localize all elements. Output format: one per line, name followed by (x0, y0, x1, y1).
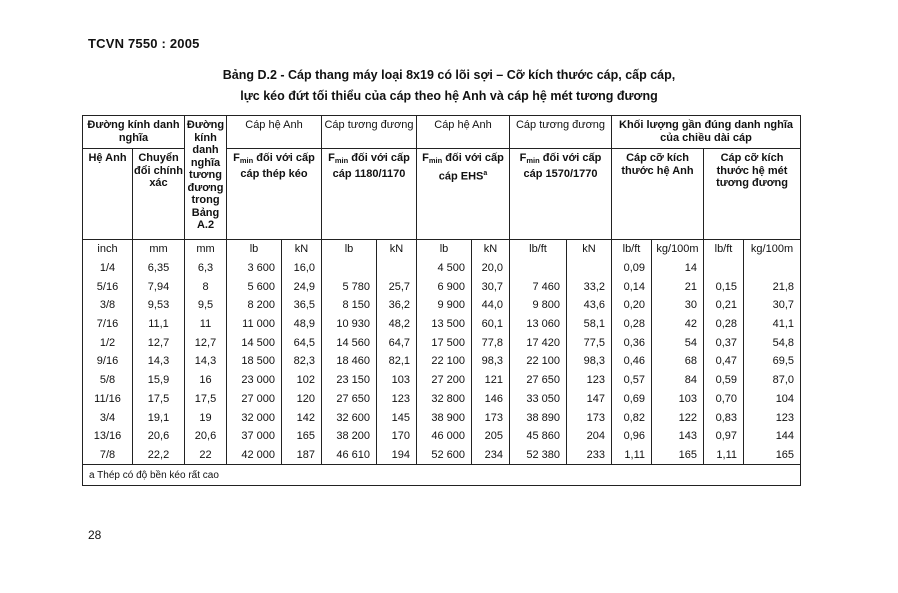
header-imperial-rope-2: Cáp hệ Anh (417, 116, 510, 149)
unit-cell: lb/ft (704, 240, 744, 259)
table-cell: 165 (282, 427, 322, 446)
table-cell: 142 (282, 408, 322, 427)
fmin-ehs-text: đối với cấp cáp EHS (438, 152, 504, 183)
table-cell: 103 (652, 390, 704, 409)
table-cell: 64,5 (282, 333, 322, 352)
table-cell: 22,2 (133, 446, 185, 465)
table-cell: 233 (567, 446, 612, 465)
table-cell: 5/16 (83, 277, 133, 296)
table-cell: 0,69 (612, 390, 652, 409)
unit-cell: inch (83, 240, 133, 259)
header-fmin-1180 (322, 149, 417, 240)
table-cell: 10 930 (322, 315, 377, 334)
table-cell (704, 259, 744, 278)
table-cell: 8 150 (322, 296, 377, 315)
fmin-subscript: min (239, 156, 254, 166)
table-cell: 22 100 (417, 352, 472, 371)
table-cell: 21,8 (744, 277, 801, 296)
table-cell: 145 (377, 408, 417, 427)
table-cell: 32 600 (322, 408, 377, 427)
table-cell: 11/16 (83, 390, 133, 409)
table-cell: 204 (567, 427, 612, 446)
unit-cell: lb (322, 240, 377, 259)
table-cell: 165 (652, 446, 704, 465)
table-cell: 123 (567, 371, 612, 390)
fmin-symbol: F (519, 152, 527, 165)
header-imperial-rope: Cáp hệ Anh (227, 116, 322, 149)
table-row (83, 446, 801, 465)
table-cell: 1,11 (612, 446, 652, 465)
table-caption-line2: lực kéo đứt tối thiểu của cáp theo hệ Anh và cáp hệ mét tương đương (240, 89, 658, 103)
table-cell: 27 650 (510, 371, 567, 390)
table-cell: 11 000 (227, 315, 282, 334)
unit-cell: kN (567, 240, 612, 259)
table-cell: 6 900 (417, 277, 472, 296)
table-cell: 11 (185, 315, 227, 334)
table-cell: 123 (744, 408, 801, 427)
table-cell: 0,96 (612, 427, 652, 446)
table-cell: 37 000 (227, 427, 282, 446)
table-cell (510, 259, 567, 278)
table-cell: 13 500 (417, 315, 472, 334)
table-cell: 147 (567, 390, 612, 409)
fmin-subscript: min (526, 156, 540, 166)
standard-number: TCVN 7550 : 2005 (88, 36, 200, 51)
table-cell: 16 (185, 371, 227, 390)
table-cell: 14 560 (322, 333, 377, 352)
table-cell: 143 (652, 427, 704, 446)
table-cell (744, 259, 801, 278)
fmin-symbol: F (328, 152, 335, 165)
table-cell: 23 150 (322, 371, 377, 390)
table-cell: 20,6 (133, 427, 185, 446)
table-cell: 0,28 (612, 315, 652, 334)
table-cell: 27 650 (322, 390, 377, 409)
unit-cell: kg/100m (744, 240, 801, 259)
table-cell: 17 420 (510, 333, 567, 352)
table-cell: 19,1 (133, 408, 185, 427)
table-row (83, 371, 801, 390)
table-caption-line1: Bảng D.2 - Cáp thang máy loại 8x19 có lõi sợi – Cỡ kích thước cáp, cấp cáp, (222, 68, 676, 82)
table-cell: 122 (652, 408, 704, 427)
table-row (83, 390, 801, 409)
table-cell (567, 259, 612, 278)
table-row (83, 259, 801, 278)
header-fmin-ehs (417, 149, 510, 240)
table-cell: 12,7 (185, 333, 227, 352)
unit-cell: lb (227, 240, 282, 259)
table-cell: 123 (377, 390, 417, 409)
table-cell: 4 500 (417, 259, 472, 278)
table-cell: 121 (472, 371, 510, 390)
table-cell: 17,5 (185, 390, 227, 409)
table-row (83, 352, 801, 371)
table-cell: 18 500 (227, 352, 282, 371)
table-cell: 11,1 (133, 315, 185, 334)
header-imperial: Hệ Anh (83, 149, 133, 240)
table-cell: 173 (567, 408, 612, 427)
table-cell: 9,5 (185, 296, 227, 315)
table-row (83, 315, 801, 334)
table-cell: 9/16 (83, 352, 133, 371)
table-cell: 82,3 (282, 352, 322, 371)
table-cell: 9 900 (417, 296, 472, 315)
header-mass-equiv: Cáp cỡ kích thước hệ mét tương đương (704, 149, 801, 240)
table-cell (377, 259, 417, 278)
table-cell: 5 600 (227, 277, 282, 296)
table-cell: 25,7 (377, 277, 417, 296)
table-cell: 22 (185, 446, 227, 465)
table-cell: 6,3 (185, 259, 227, 278)
table-cell: 14,3 (185, 352, 227, 371)
table-cell: 12,7 (133, 333, 185, 352)
table-cell: 0,47 (704, 352, 744, 371)
table-cell: 194 (377, 446, 417, 465)
fmin-1570-text: đối với cấp cáp 1570/1770 (523, 152, 602, 180)
header-mass: Khối lượng gần đúng danh nghĩa của chiều dài cáp (612, 116, 801, 149)
table-cell: 9 800 (510, 296, 567, 315)
table-row (83, 333, 801, 352)
table-cell: 58,1 (567, 315, 612, 334)
table-cell: 77,5 (567, 333, 612, 352)
unit-cell: kN (377, 240, 417, 259)
fmin-steel-text: đối với cấp cáp thép kéo (240, 152, 315, 180)
table-cell: 104 (744, 390, 801, 409)
table-cell: 0,36 (612, 333, 652, 352)
table-cell: 98,3 (567, 352, 612, 371)
page-number: 28 (88, 528, 102, 542)
table-cell: 9,53 (133, 296, 185, 315)
table-cell: 103 (377, 371, 417, 390)
table-cell: 18 460 (322, 352, 377, 371)
table-row (83, 277, 801, 296)
table-cell: 0,14 (612, 277, 652, 296)
unit-cell: mm (185, 240, 227, 259)
table-cell: 41,1 (744, 315, 801, 334)
table-cell: 48,2 (377, 315, 417, 334)
table-cell: 15,9 (133, 371, 185, 390)
table-cell: 7 460 (510, 277, 567, 296)
table-cell: 0,82 (612, 408, 652, 427)
table-cell: 0,15 (704, 277, 744, 296)
table-cell: 205 (472, 427, 510, 446)
table-cell: 23 000 (227, 371, 282, 390)
rope-data-table (82, 115, 801, 486)
table-cell: 44,0 (472, 296, 510, 315)
header-fmin-steel (227, 149, 322, 240)
table-cell: 30,7 (472, 277, 510, 296)
table-cell: 0,57 (612, 371, 652, 390)
table-cell: 14,3 (133, 352, 185, 371)
header-equiv-diameter: Đường kính danh nghĩa tương đương trong Bảng A.2 (185, 116, 227, 240)
table-cell: 7/16 (83, 315, 133, 334)
table-cell: 144 (744, 427, 801, 446)
table-cell: 98,3 (472, 352, 510, 371)
table-cell: 17 500 (417, 333, 472, 352)
unit-cell: lb (417, 240, 472, 259)
table-cell: 20,0 (472, 259, 510, 278)
units-row (83, 240, 801, 259)
table-cell: 3/8 (83, 296, 133, 315)
table-cell: 187 (282, 446, 322, 465)
header-equiv-rope-2: Cáp tương đương (510, 116, 612, 149)
table-row (83, 296, 801, 315)
table-cell: 30,7 (744, 296, 801, 315)
header-equiv-rope: Cáp tương đương (322, 116, 417, 149)
table-cell: 87,0 (744, 371, 801, 390)
table-cell: 0,46 (612, 352, 652, 371)
unit-cell: kN (472, 240, 510, 259)
table-cell: 17,5 (133, 390, 185, 409)
fmin-1180-text: đối với cấp cáp 1180/1170 (332, 152, 410, 180)
table-cell: 48,9 (282, 315, 322, 334)
table-cell: 173 (472, 408, 510, 427)
table-cell: 84 (652, 371, 704, 390)
table-cell: 19 (185, 408, 227, 427)
table-cell: 0,97 (704, 427, 744, 446)
table-cell: 54,8 (744, 333, 801, 352)
table-cell: 0,21 (704, 296, 744, 315)
table-cell: 27 000 (227, 390, 282, 409)
table-cell: 52 600 (417, 446, 472, 465)
table-cell: 64,7 (377, 333, 417, 352)
table-cell: 32 800 (417, 390, 472, 409)
table-cell: 8 (185, 277, 227, 296)
table-cell: 69,5 (744, 352, 801, 371)
table-cell: 60,1 (472, 315, 510, 334)
table-cell: 165 (744, 446, 801, 465)
table-cell: 170 (377, 427, 417, 446)
table-cell: 22 100 (510, 352, 567, 371)
unit-cell: mm (133, 240, 185, 259)
table-cell: 0,70 (704, 390, 744, 409)
table-cell: 3/4 (83, 408, 133, 427)
table-cell: 7/8 (83, 446, 133, 465)
table-cell: 234 (472, 446, 510, 465)
table-cell: 0,28 (704, 315, 744, 334)
fmin-symbol: F (233, 152, 240, 165)
header-mass-imperial: Cáp cỡ kích thước hệ Anh (612, 149, 704, 240)
fmin-symbol: F (422, 152, 429, 165)
table-cell: 0,09 (612, 259, 652, 278)
header-converted: Chuyển đổi chính xác (133, 149, 185, 240)
table-cell: 13 060 (510, 315, 567, 334)
table-row (83, 427, 801, 446)
table-cell: 42 (652, 315, 704, 334)
table-cell: 33 050 (510, 390, 567, 409)
table-cell: 36,2 (377, 296, 417, 315)
table-cell: 8 200 (227, 296, 282, 315)
unit-cell: kg/100m (652, 240, 704, 259)
table-cell: 38 890 (510, 408, 567, 427)
unit-cell: lb/ft (510, 240, 567, 259)
table-cell: 27 200 (417, 371, 472, 390)
table-cell: 102 (282, 371, 322, 390)
table-cell: 38 900 (417, 408, 472, 427)
fmin-subscript: min (428, 156, 443, 166)
table-cell: 46 000 (417, 427, 472, 446)
table-cell: 0,37 (704, 333, 744, 352)
table-cell: 33,2 (567, 277, 612, 296)
table-cell: 77,8 (472, 333, 510, 352)
table-cell: 36,5 (282, 296, 322, 315)
table-cell: 52 380 (510, 446, 567, 465)
table-cell: 68 (652, 352, 704, 371)
table-cell: 120 (282, 390, 322, 409)
table-cell: 14 (652, 259, 704, 278)
footnote-marker: a (483, 169, 488, 177)
table-cell: 0,59 (704, 371, 744, 390)
table-cell (322, 259, 377, 278)
fmin-subscript: min (334, 156, 349, 166)
table-cell: 0,83 (704, 408, 744, 427)
unit-cell: kN (282, 240, 322, 259)
table-cell: 0,20 (612, 296, 652, 315)
table-row (83, 408, 801, 427)
table-body (83, 240, 801, 465)
table-cell: 24,9 (282, 277, 322, 296)
table-cell: 3 600 (227, 259, 282, 278)
table-footnote: a Thép có độ bền kéo rất cao (83, 465, 801, 486)
table-cell: 54 (652, 333, 704, 352)
table-cell: 1/4 (83, 259, 133, 278)
table-cell: 1,11 (704, 446, 744, 465)
table-cell: 38 200 (322, 427, 377, 446)
table-cell: 32 000 (227, 408, 282, 427)
header-fmin-1570 (510, 149, 612, 240)
table-cell: 7,94 (133, 277, 185, 296)
table-cell: 20,6 (185, 427, 227, 446)
table-cell: 46 610 (322, 446, 377, 465)
table-cell: 13/16 (83, 427, 133, 446)
table-cell: 43,6 (567, 296, 612, 315)
unit-cell: lb/ft (612, 240, 652, 259)
table-cell: 1/2 (83, 333, 133, 352)
table-cell: 6,35 (133, 259, 185, 278)
table-cell: 146 (472, 390, 510, 409)
table-cell: 30 (652, 296, 704, 315)
table-cell: 5/8 (83, 371, 133, 390)
table-cell: 21 (652, 277, 704, 296)
table-cell: 42 000 (227, 446, 282, 465)
table-cell: 45 860 (510, 427, 567, 446)
table-cell: 14 500 (227, 333, 282, 352)
table-cell: 16,0 (282, 259, 322, 278)
table-cell: 5 780 (322, 277, 377, 296)
table-cell: 82,1 (377, 352, 417, 371)
header-nominal-diameter: Đường kính danh nghĩa (83, 116, 185, 149)
